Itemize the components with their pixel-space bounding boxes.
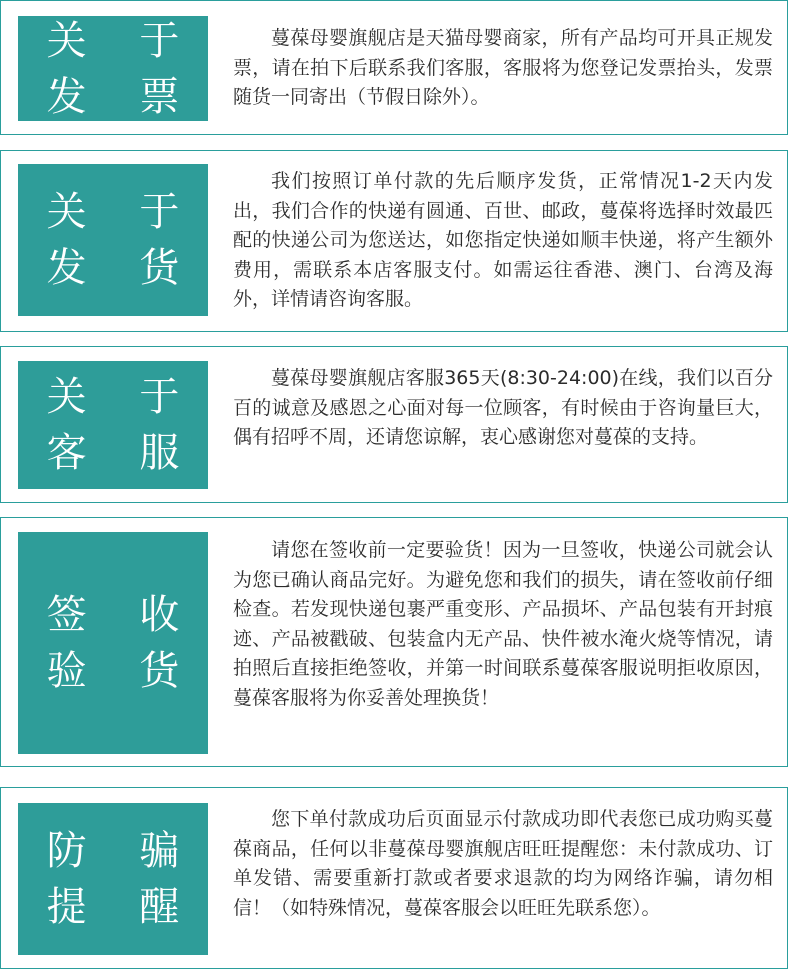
- section-title-tile: [18, 164, 208, 316]
- section-body: 我们按照订单付款的先后顺序发货，正常情况1-2天内发出，我们合作的快递有圆通、百世、邮政，蔓葆将选择时效最匹配的快递公司为您送达，如您指定快递如顺丰快递，将产生额外费用，需联系本店客服支付。如需运往香港、澳门、台湾及海外，详情请咨询客服。: [233, 170, 773, 310]
- section-fraud-warning: [0, 787, 788, 969]
- section-body: 蔓葆母婴旗舰店客服365天(8:30-24:00)在线，我们以百分百的诚意及感恩之心面对每一位顾客，有时候由于咨询量巨大，偶有招呼不周，还请您谅解，衷心感谢您对蔓葆的支持。: [233, 367, 773, 448]
- section-title-tile: [18, 361, 208, 489]
- section-title-line2: 验 货: [46, 648, 200, 694]
- section-title-line1: 签 收: [46, 592, 200, 638]
- section-body: 您下单付款成功后页面显示付款成功即代表您已成功购买蔓葆商品，任何以非蔓葆母婴旗舰店旺旺提醒您：未付款成功、订单发错、需要重新打款或者要求退款的均为网络诈骗，请勿相信！（如特殊情况，蔓葆客服会以旺旺先联系您）。: [233, 808, 773, 919]
- section-title-line1: 关 于: [46, 17, 200, 64]
- section-title-line2: 提 醒: [46, 884, 200, 930]
- section-title-tile: [18, 532, 208, 754]
- section-title-tile: [18, 16, 208, 121]
- section-customer-service: [0, 346, 788, 503]
- section-title-line2: 发 票: [46, 73, 200, 120]
- section-title-tile: [18, 803, 208, 955]
- section-body: 请您在签收前一定要验货！因为一旦签收，快递公司就会认为您已确认商品完好。为避免您和我们的损失，请在签收前仔细检查。若发现快递包裹严重变形、产品损坏、产品包装有开封痕迹、产品被戳破、包装盒内无产品、快件被水淹火烧等情况，请拍照后直接拒绝签收，并第一时间联系蔓葆客服说明拒收原因，蔓葆客服将为你妥善处理换货！: [233, 539, 773, 709]
- section-title-line2: 发 货: [46, 245, 200, 291]
- section-body: 蔓葆母婴旗舰店是天猫母婴商家，所有产品均可开具正规发票，请在拍下后联系我们客服，客服将为您登记发票抬头，发票随货一同寄出（节假日除外）。: [233, 27, 773, 108]
- section-shipping: [0, 150, 788, 332]
- section-invoice: [0, 0, 788, 135]
- section-inspection: [0, 517, 788, 767]
- section-title-line1: 关 于: [46, 374, 200, 420]
- section-title-line2: 客 服: [46, 430, 200, 476]
- section-title-line1: 防 骗: [46, 828, 200, 874]
- section-title-line1: 关 于: [46, 189, 200, 235]
